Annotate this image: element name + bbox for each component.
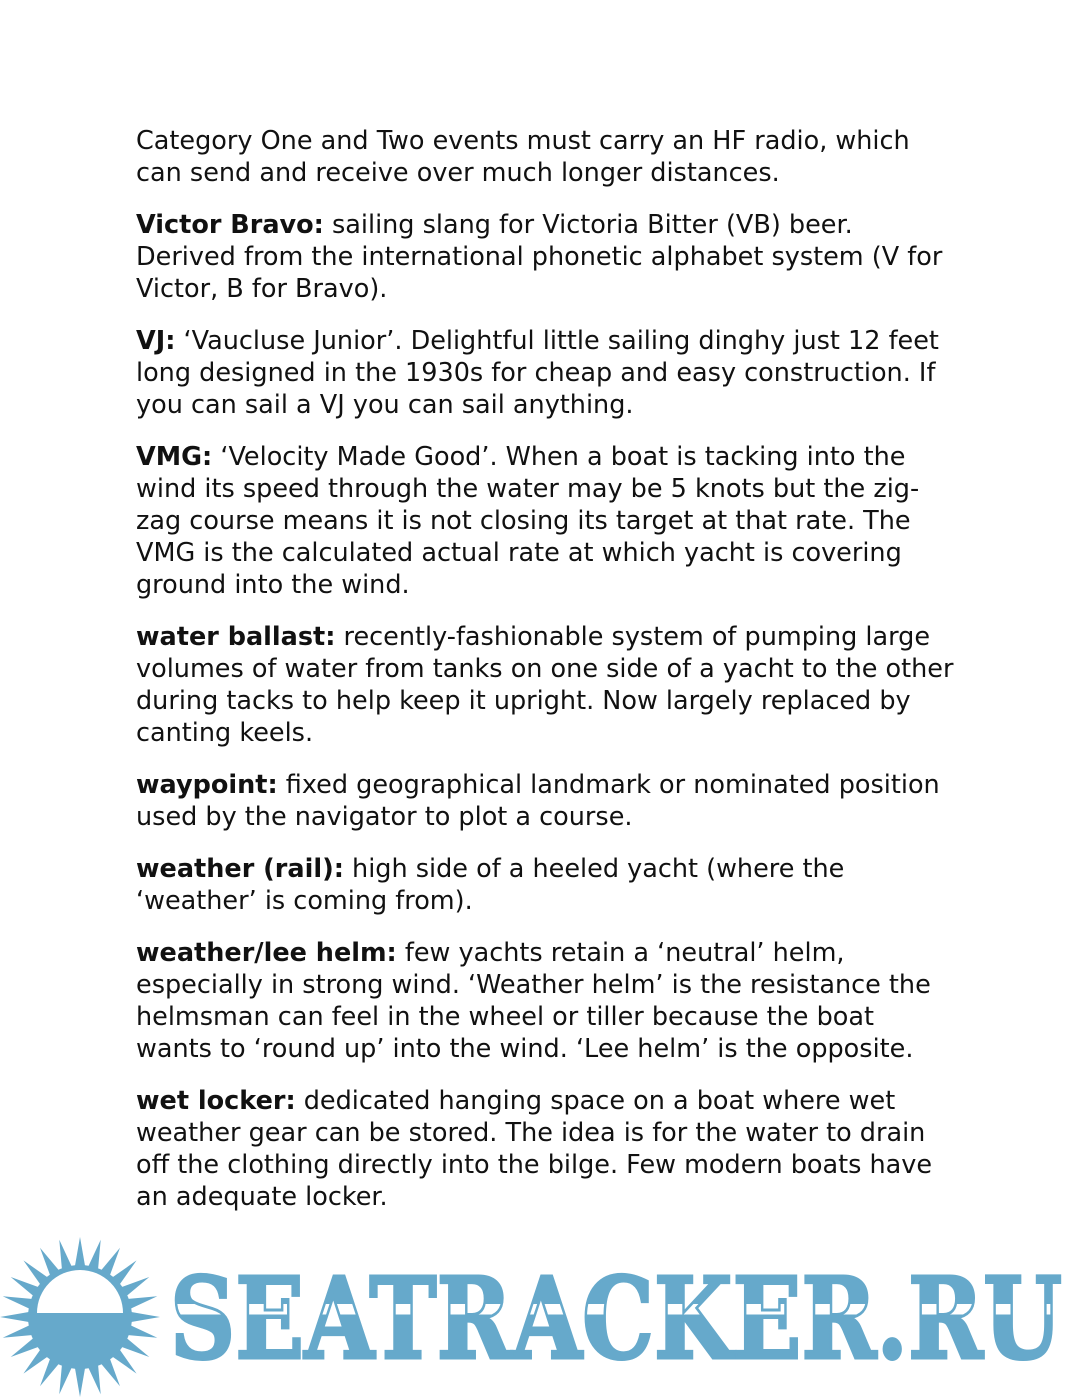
glossary-term: weather (rail):: [136, 854, 344, 884]
glossary-entry-waypoint: [136, 769, 956, 833]
glossary-entry-vj: [136, 325, 956, 421]
intro-paragraph: Category One and Two events must carry an HF radio, which can send and receive over much longer distances.: [136, 126, 910, 188]
glossary-entry-victor-bravo: [136, 209, 956, 305]
glossary-term: wet locker:: [136, 1086, 296, 1116]
glossary-term: VJ:: [136, 326, 176, 356]
glossary-definition: ‘Velocity Made Good’. When a boat is tacking into the wind its speed through the water may be 5 knots but the zig-zag course means it is not closing its target at that rate. The VMG is the calculated actual rate at which yacht is covering ground into the wind.: [136, 442, 920, 600]
glossary-term: waypoint:: [136, 770, 278, 800]
glossary-definition: fixed geographical landmark or nominated position used by the navigator to plot a course.: [136, 770, 940, 832]
seatracker-watermark: [0, 1232, 1080, 1397]
glossary-entry-wet-locker: [136, 1085, 956, 1213]
watermark-text: SEATRACKER.RU: [170, 1254, 1062, 1385]
glossary-definition: sailing slang for Victoria Bitter (VB) beer. Derived from the international phonetic alphabet system (V for Victor, B for Bravo).: [136, 210, 943, 304]
glossary-entry-water-ballast: [136, 621, 956, 749]
glossary-term: water ballast:: [136, 622, 336, 652]
glossary-definition: few yachts retain a ‘neutral’ helm, especially in strong wind. ‘Weather helm’ is the resistance the helmsman can feel in the wheel or tiller because the boat wants to ‘round up’ into the wind. ‘Lee helm’ is the opposite.: [136, 938, 931, 1064]
glossary-term: VMG:: [136, 442, 213, 472]
sun-ray: [0, 1311, 32, 1322]
glossary-term: Victor Bravo:: [136, 210, 324, 240]
glossary-content: [136, 125, 956, 1233]
sun-ray: [74, 1365, 85, 1397]
sun-ray: [128, 1311, 160, 1322]
glossary-term: weather/lee helm:: [136, 938, 397, 968]
glossary-definition: dedicated hanging space on a boat where wet weather gear can be stored. The idea is for the water to drain off the clothing directly into the bilge. Few modern boats have an adequate locker.: [136, 1086, 933, 1212]
glossary-entry-vmg: [136, 441, 956, 601]
sun-icon: [0, 1237, 160, 1397]
glossary-definition: high side of a heeled yacht (where the ‘weather’ is coming from).: [136, 854, 845, 916]
glossary-entry-weather-lee-helm: [136, 937, 956, 1065]
sun-ray: [74, 1237, 85, 1269]
glossary-definition: recently-fashionable system of pumping large volumes of water from tanks on one side of a yacht to the other during tacks to help keep it upright. Now largely replaced by canting keels.: [136, 622, 954, 748]
glossary-definition: ‘Vaucluse Junior’. Delightful little sailing dinghy just 12 feet long designed in the 1930s for cheap and easy construction. If you can sail a VJ you can sail anything.: [136, 326, 939, 420]
glossary-entry-weather-rail: [136, 853, 956, 917]
